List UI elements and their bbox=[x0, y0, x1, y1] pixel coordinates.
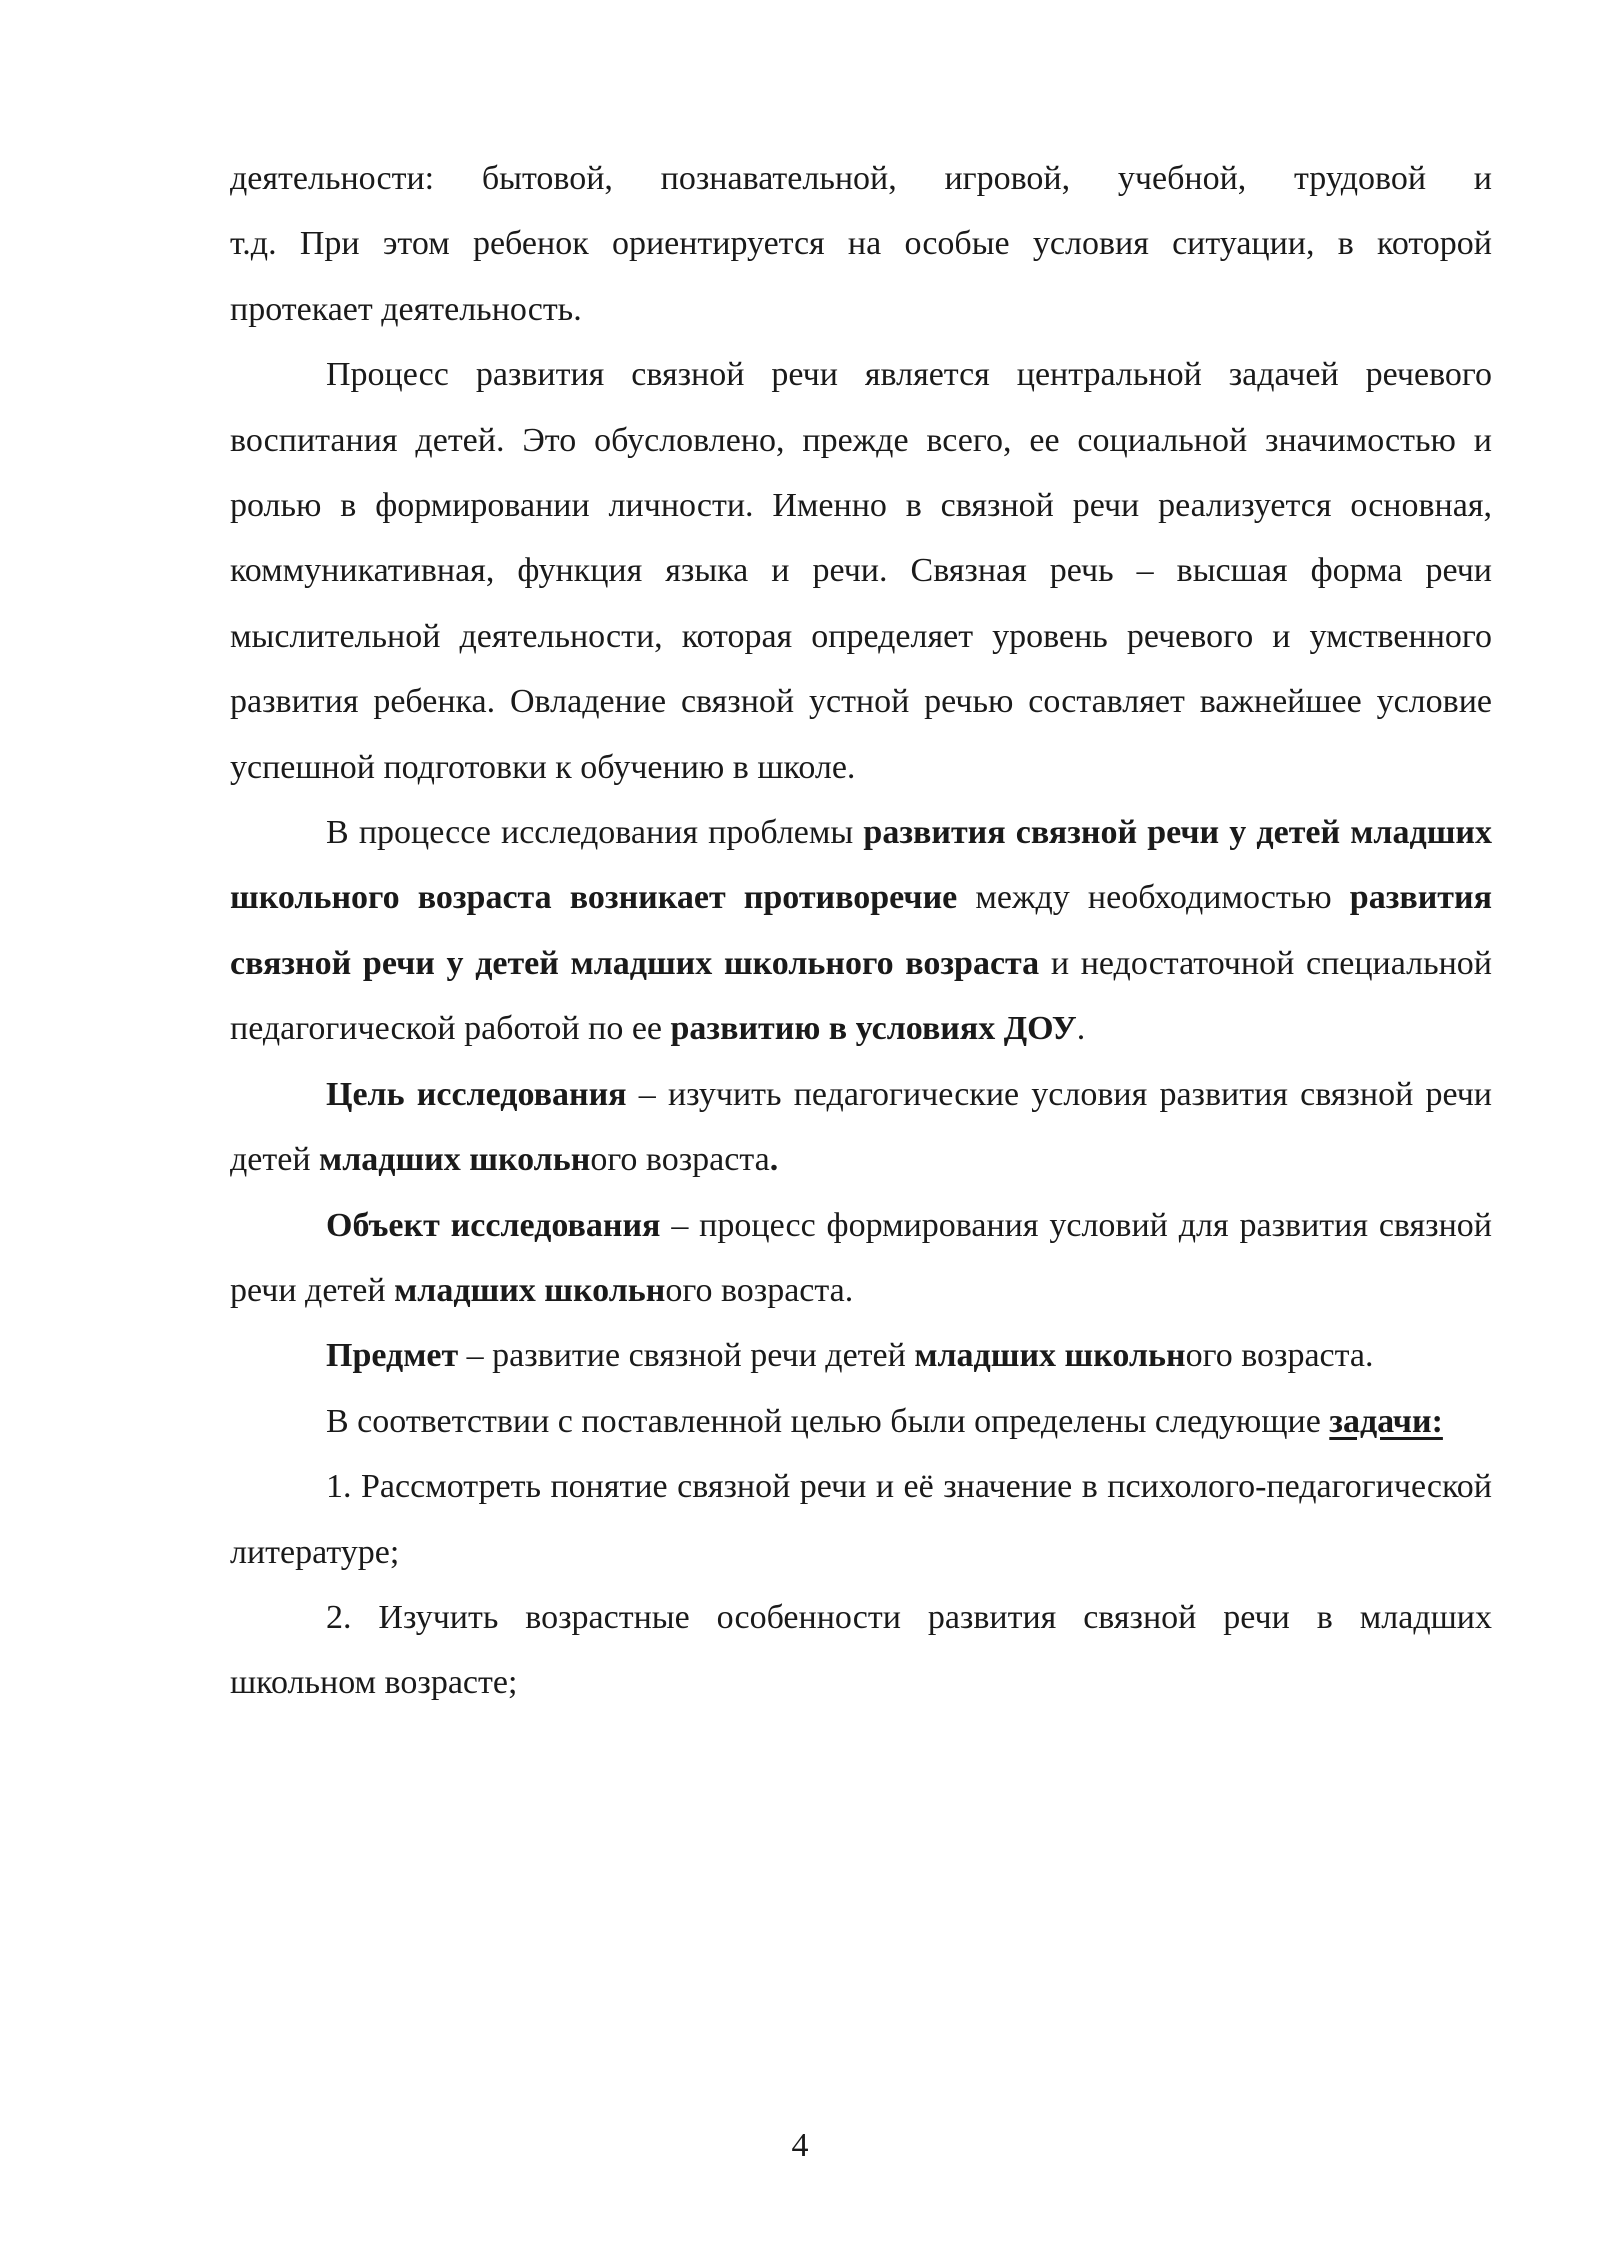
bold-term: младших школьн bbox=[319, 1141, 591, 1179]
task-item: 2. Изучить возрастные особенности развития связной речи в младших школьном возрасте; bbox=[230, 1598, 1492, 1702]
paragraph-tasks-intro bbox=[230, 1389, 1492, 1454]
paragraph-text: – процесс формирования условий для развития связной речи детей bbox=[230, 1206, 1492, 1309]
paragraph-text: . bbox=[1076, 1010, 1086, 1048]
paragraph-text: ого возраста bbox=[590, 1141, 770, 1179]
bold-term: младших школьн bbox=[394, 1271, 666, 1309]
document-body bbox=[230, 146, 1492, 1716]
bold-heading: Объект исследования bbox=[326, 1206, 661, 1244]
paragraph-continuation bbox=[230, 146, 1492, 342]
bold-heading: Предмет bbox=[326, 1337, 459, 1375]
bold-term: развитию в условиях ДОУ bbox=[670, 1010, 1077, 1048]
paragraph-text: – развитие связной речи детей bbox=[458, 1337, 915, 1375]
paragraph-speech-development: Процесс развития связной речи является центральной задачей речевого воспитания детей. Это обусловлено, прежде всего, ее социальной значимостью и ролью в формировании личности. Именно в связной речи реализуется основная, коммуникативная, функция языка и речи. Связная речь – высшая форма речи мыслительной деятельности, которая определяет уровень речевого и умственного развития ребенка. Овладение связной устной речью составляет важнейшее условие успешной подготовки к обучению в школе. bbox=[230, 356, 1492, 786]
paragraph-research-subject bbox=[230, 1323, 1492, 1388]
paragraph-text: и недостаточной специальной педагогической работой по ее bbox=[230, 944, 1492, 1048]
paragraph-text: ого возраста. bbox=[1185, 1337, 1374, 1375]
task-item: 1. Рассмотреть понятие связной речи и её значение в психолого-педагогической литературе; bbox=[230, 1468, 1492, 1571]
underlined-heading: задачи: bbox=[1329, 1402, 1443, 1440]
bold-term: развития связной речи у детей младших школьного возраста bbox=[230, 879, 1492, 982]
bold-term: младших школьн bbox=[914, 1337, 1186, 1375]
paragraph-text: т.д. При этом ребенок ориентируется на особые условия ситуации, в которой протекает деятельность. bbox=[230, 225, 1492, 328]
paragraph-text: между необходимостью bbox=[957, 879, 1350, 917]
bold-period: . bbox=[769, 1141, 779, 1179]
paragraph-text: – изучить педагогические условия развития связной речи детей bbox=[230, 1075, 1492, 1179]
paragraph-text: В соответствии с поставленной целью были определены следующие bbox=[326, 1402, 1330, 1440]
paragraph-research-goal bbox=[230, 1062, 1492, 1193]
paragraph-research-object bbox=[230, 1193, 1492, 1324]
paragraph-text: В процессе исследования проблемы bbox=[326, 814, 864, 852]
page-number: 4 bbox=[791, 2127, 809, 2164]
paragraph-contradiction bbox=[230, 800, 1492, 1062]
paragraph-text: ого возраста. bbox=[665, 1271, 854, 1309]
bold-heading: Цель исследования bbox=[326, 1075, 627, 1113]
paragraph-line: деятельности: бытовой, познавательной, игровой, учебной, трудовой и bbox=[230, 160, 1492, 197]
bold-term: развития связной речи у детей младших школьного возраста возникает противоречие bbox=[230, 814, 1492, 917]
